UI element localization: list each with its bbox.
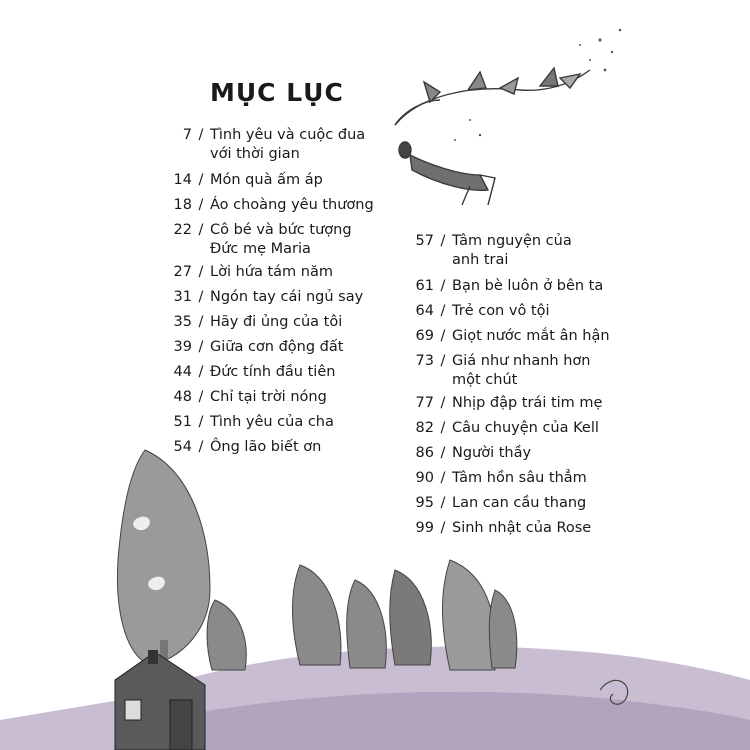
toc-separator: / bbox=[198, 389, 204, 405]
toc-chapter-title: Người thầy bbox=[452, 445, 532, 461]
toc-entry bbox=[392, 394, 622, 413]
toc-chapter-title: Tâm nguyện của anh trai bbox=[452, 233, 572, 268]
toc-chapter-title: Lan can cầu thang bbox=[452, 495, 587, 511]
toc-chapter-title: Nhịp đập trái tim mẹ bbox=[452, 395, 603, 411]
toc-chapter-title: Áo choàng yêu thương bbox=[210, 197, 374, 213]
toc-separator: / bbox=[198, 222, 204, 238]
toc-entry bbox=[392, 352, 622, 390]
toc-page-number: 39 bbox=[173, 339, 192, 355]
toc-chapter-title: Giữa cơn động đất bbox=[210, 339, 344, 355]
toc-page-number: 48 bbox=[173, 389, 192, 405]
toc-chapter-title: Lời hứa tám năm bbox=[210, 264, 333, 280]
toc-separator: / bbox=[198, 414, 204, 430]
toc-entry bbox=[150, 263, 380, 282]
toc-chapter-title: Món quà ấm áp bbox=[210, 172, 323, 188]
toc-page-number: 31 bbox=[173, 289, 192, 305]
toc-chapter-title: Giọt nước mắt ân hận bbox=[452, 328, 610, 344]
toc-separator: / bbox=[440, 233, 446, 249]
toc-separator: / bbox=[198, 264, 204, 280]
toc-entry bbox=[392, 277, 622, 296]
toc-chapter-title: Đức tính đầu tiên bbox=[210, 364, 336, 380]
tree-cluster bbox=[207, 560, 517, 670]
toc-entry bbox=[392, 302, 622, 321]
toc-separator: / bbox=[198, 127, 204, 143]
toc-separator: / bbox=[198, 314, 204, 330]
toc-page-number: 95 bbox=[415, 495, 434, 511]
toc-entry bbox=[150, 438, 380, 457]
toc-chapter-title: Hãy đi ủng của tôi bbox=[210, 314, 343, 330]
toc-entry bbox=[392, 327, 622, 346]
toc-separator: / bbox=[440, 278, 446, 294]
toc-entry bbox=[392, 469, 622, 488]
toc-entry bbox=[150, 338, 380, 357]
toc-separator: / bbox=[198, 197, 204, 213]
toc-entry bbox=[150, 313, 380, 332]
toc-page-number: 61 bbox=[415, 278, 434, 294]
toc-entry bbox=[392, 519, 622, 538]
toc-page-number: 35 bbox=[173, 314, 192, 330]
toc-separator: / bbox=[440, 353, 446, 369]
flying-girl-illustration bbox=[395, 68, 590, 205]
toc-separator: / bbox=[440, 303, 446, 319]
toc-chapter-title: Tình yêu của cha bbox=[210, 414, 334, 430]
toc-separator: / bbox=[440, 470, 446, 486]
toc-chapter-title: Câu chuyện của Kell bbox=[452, 420, 599, 436]
toc-entry bbox=[150, 126, 380, 164]
toc-chapter-title: Cô bé và bức tượng Đức mẹ Maria bbox=[210, 222, 352, 257]
toc-entry bbox=[150, 388, 380, 407]
toc-entry bbox=[392, 444, 622, 463]
toc-chapter-title: Trẻ con vô tội bbox=[452, 303, 550, 319]
toc-entry bbox=[150, 288, 380, 307]
toc-separator: / bbox=[440, 395, 446, 411]
toc-entry bbox=[392, 494, 622, 513]
toc-entry bbox=[150, 196, 380, 215]
house-illustration bbox=[115, 650, 205, 750]
toc-entry bbox=[150, 171, 380, 190]
toc-entry bbox=[392, 419, 622, 438]
toc-page-number: 51 bbox=[173, 414, 192, 430]
toc-page-number: 44 bbox=[173, 364, 192, 380]
toc-page-number: 7 bbox=[182, 127, 192, 143]
toc-chapter-title: Chỉ tại trời nóng bbox=[210, 389, 327, 405]
toc-chapter-title: Sinh nhật của Rose bbox=[452, 520, 592, 536]
toc-page-number: 86 bbox=[415, 445, 434, 461]
toc-separator: / bbox=[198, 172, 204, 188]
toc-separator: / bbox=[440, 420, 446, 436]
toc-page-number: 22 bbox=[173, 222, 192, 238]
toc-page-number: 57 bbox=[415, 233, 434, 249]
toc-chapter-title: Ông lão biết ơn bbox=[210, 439, 322, 455]
toc-separator: / bbox=[198, 439, 204, 455]
toc-page-number: 69 bbox=[415, 328, 434, 344]
toc-separator: / bbox=[440, 445, 446, 461]
toc-separator: / bbox=[198, 339, 204, 355]
toc-page-number: 99 bbox=[415, 520, 434, 536]
toc-separator: / bbox=[440, 495, 446, 511]
toc-entry bbox=[150, 363, 380, 382]
toc-page-number: 27 bbox=[173, 264, 192, 280]
toc-page-number: 82 bbox=[415, 420, 434, 436]
toc-entry bbox=[392, 232, 622, 270]
toc-chapter-title: Ngón tay cái ngủ say bbox=[210, 289, 364, 305]
toc-chapter-title: Giá như nhanh hơn một chút bbox=[452, 353, 591, 388]
toc-entry bbox=[150, 413, 380, 432]
toc-chapter-title: Bạn bè luôn ở bên ta bbox=[452, 278, 604, 294]
toc-page-number: 73 bbox=[415, 353, 434, 369]
page-title: MỤC LỤC bbox=[210, 78, 344, 107]
toc-separator: / bbox=[198, 289, 204, 305]
toc-separator: / bbox=[440, 520, 446, 536]
toc-chapter-title: Tâm hồn sâu thẳm bbox=[452, 470, 587, 486]
toc-chapter-title: Tình yêu và cuộc đua với thời gian bbox=[210, 127, 366, 162]
toc-page-number: 54 bbox=[173, 439, 192, 455]
toc-separator: / bbox=[440, 328, 446, 344]
toc-page-number: 18 bbox=[173, 197, 192, 213]
toc-page-number: 14 bbox=[173, 172, 192, 188]
toc-separator: / bbox=[198, 364, 204, 380]
toc-page-number: 64 bbox=[415, 303, 434, 319]
toc-page-number: 90 bbox=[415, 470, 434, 486]
toc-page-number: 77 bbox=[415, 395, 434, 411]
toc-entry bbox=[150, 221, 380, 259]
